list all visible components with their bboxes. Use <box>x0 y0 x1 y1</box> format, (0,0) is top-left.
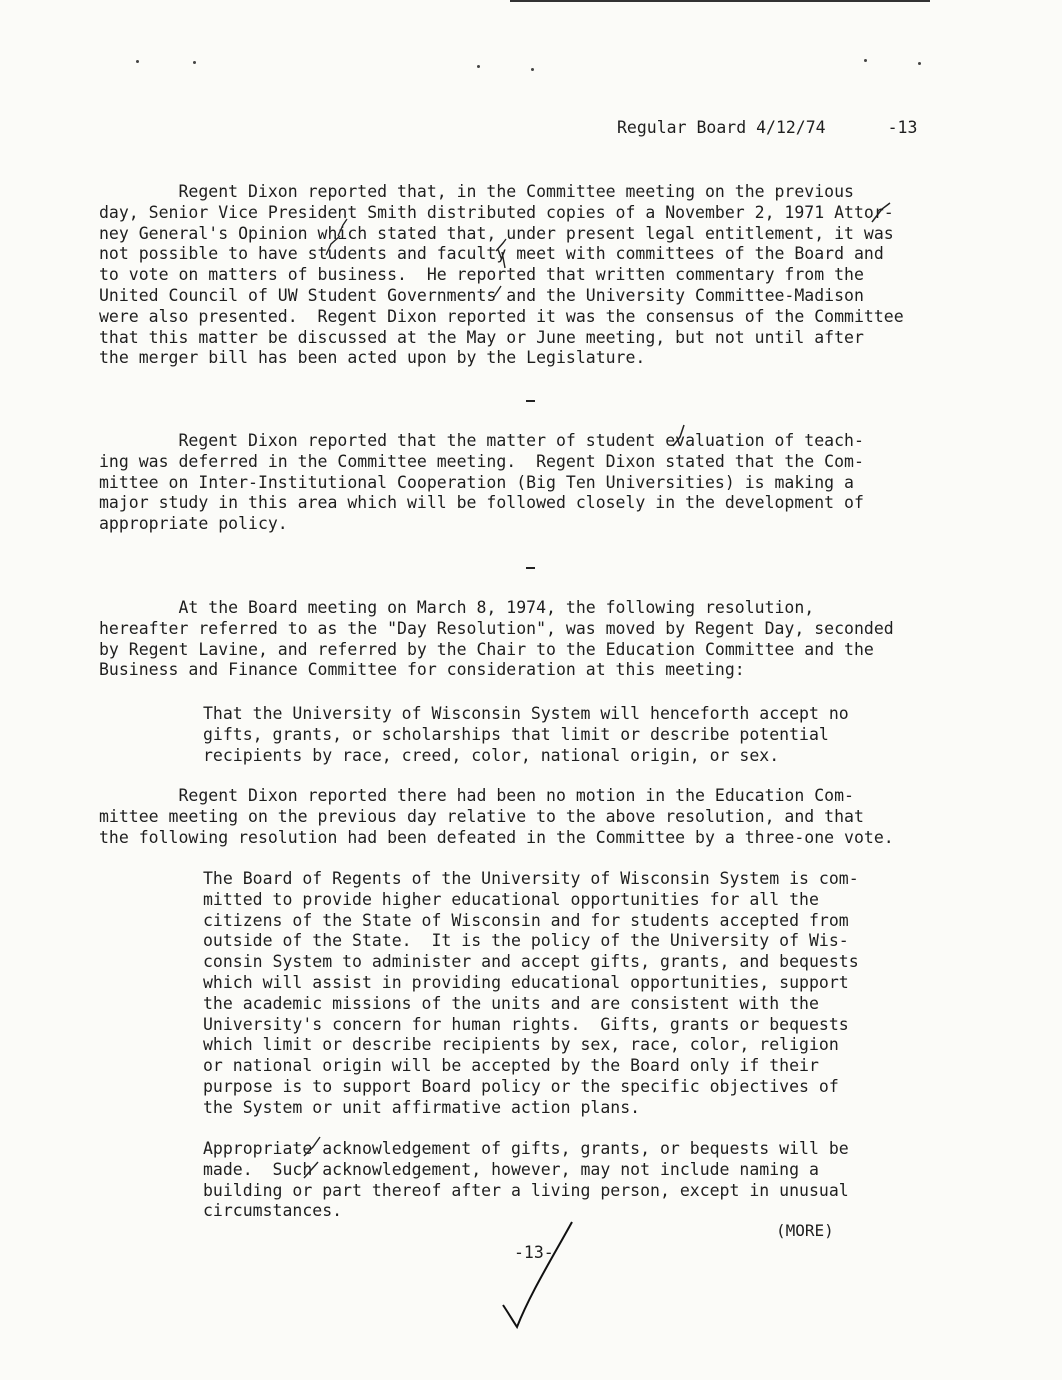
continued-marker: (MORE) <box>776 1221 834 1240</box>
text-line: citizens of the State of Wisconsin and for students accepted from <box>203 910 849 930</box>
header-title: Regular Board 4/12/74 <box>617 118 826 137</box>
paragraph-no-motion <box>99 786 894 848</box>
text-line: major study in this area which will be followed closely in the development of <box>99 493 864 513</box>
text-line: were also presented. Regent Dixon reported it was the consensus of the Committee <box>99 306 904 326</box>
text-line: ing was deferred in the Committee meeting. Regent Dixon stated that the Com- <box>99 451 864 471</box>
text-line: or national origin will be accepted by the Board only if their <box>203 1056 819 1076</box>
text-line: outside of the State. It is the policy of the University of Wis- <box>203 931 849 951</box>
top-edge-rule <box>510 0 930 2</box>
text-line: which limit or describe recipients by sex, race, color, religion <box>203 1035 839 1055</box>
text-line: which will assist in providing educational opportunities, support <box>203 972 849 992</box>
scan-speck <box>864 59 867 62</box>
scan-speck <box>136 60 139 63</box>
text-line: building or part thereof after a living person, except in unusual <box>203 1180 849 1200</box>
text-line: ney General's Opinion which stated that, under present legal entitlement, it was <box>99 223 894 243</box>
text-line: by Regent Lavine, and referred by the Chair to the Education Committee and the <box>99 639 874 659</box>
text-line: The Board of Regents of the University of Wisconsin System is com- <box>203 869 859 888</box>
text-line: the academic missions of the units and are consistent with the <box>203 993 819 1013</box>
text-line: the merger bill has been acted upon by the Legislature. <box>99 348 646 368</box>
quoted-defeated-resolution <box>203 869 859 1119</box>
text-line: Appropriate acknowledgement of gifts, grants, or bequests will be <box>203 1139 849 1158</box>
text-line: Regent Dixon reported that, in the Committee meeting on the previous <box>99 182 854 201</box>
paragraph-day-resolution-intro <box>99 598 894 681</box>
text-line: At the Board meeting on March 8, 1974, the following resolution, <box>99 598 815 617</box>
text-line: that this matter be discussed at the May or June meeting, but not until after <box>99 327 864 347</box>
paragraph-student-evaluation <box>99 431 864 535</box>
text-line: consin System to administer and accept gifts, grants, and bequests <box>203 952 859 972</box>
section-separator <box>526 400 535 402</box>
text-line: mittee meeting on the previous day relative to the above resolution, and that <box>99 806 864 826</box>
text-line: mitted to provide higher educational opportunities for all the <box>203 889 819 909</box>
text-line: the following resolution had been defeated in the Committee by a three-one vote. <box>99 827 894 847</box>
quoted-acknowledgement-clause <box>203 1139 849 1222</box>
paragraph-committee-report <box>99 182 904 369</box>
text-line: mittee on Inter-Institutional Cooperation (Big Ten Universities) is making a <box>99 472 854 492</box>
page-number: -13- <box>514 1243 554 1262</box>
section-separator <box>526 567 535 569</box>
text-line: hereafter referred to as the "Day Resolution", was moved by Regent Day, seconded <box>99 618 894 638</box>
text-line: University's concern for human rights. Gifts, grants or bequests <box>203 1014 849 1034</box>
text-line: circumstances. <box>203 1201 343 1221</box>
text-line: Regent Dixon reported that the matter of student evaluation of teach- <box>99 431 864 450</box>
text-line: appropriate policy. <box>99 514 288 534</box>
text-line: United Council of UW Student Governments and the University Committee-Madison <box>99 285 864 305</box>
text-line: the System or unit affirmative action plans. <box>203 1097 641 1117</box>
text-line: Regent Dixon reported there had been no motion in the Education Com- <box>99 786 854 805</box>
page-header <box>617 117 917 139</box>
text-line: day, Senior Vice President Smith distributed copies of a November 2, 1971 Attor- <box>99 202 894 222</box>
text-line: gifts, grants, or scholarships that limit or describe potential <box>203 724 829 744</box>
quoted-day-resolution <box>203 704 849 766</box>
text-line: Business and Finance Committee for consideration at this meeting: <box>99 660 745 680</box>
scan-speck <box>531 68 534 71</box>
header-page-ref: -13 <box>887 118 918 137</box>
scan-speck <box>193 61 196 64</box>
text-line: That the University of Wisconsin System will henceforth accept no <box>203 704 849 723</box>
scan-speck <box>918 62 921 65</box>
scan-speck <box>477 65 480 68</box>
text-line: made. Such acknowledgement, however, may not include naming a <box>203 1159 819 1179</box>
text-line: not possible to have students and faculty meet with committees of the Board and <box>99 244 884 264</box>
text-line: recipients by race, creed, color, national origin, or sex. <box>203 745 780 765</box>
text-line: to vote on matters of business. He reported that written commentary from the <box>99 265 864 285</box>
large-checkmark-icon <box>503 1222 572 1327</box>
text-line: purpose is to support Board policy or the specific objectives of <box>203 1076 839 1096</box>
